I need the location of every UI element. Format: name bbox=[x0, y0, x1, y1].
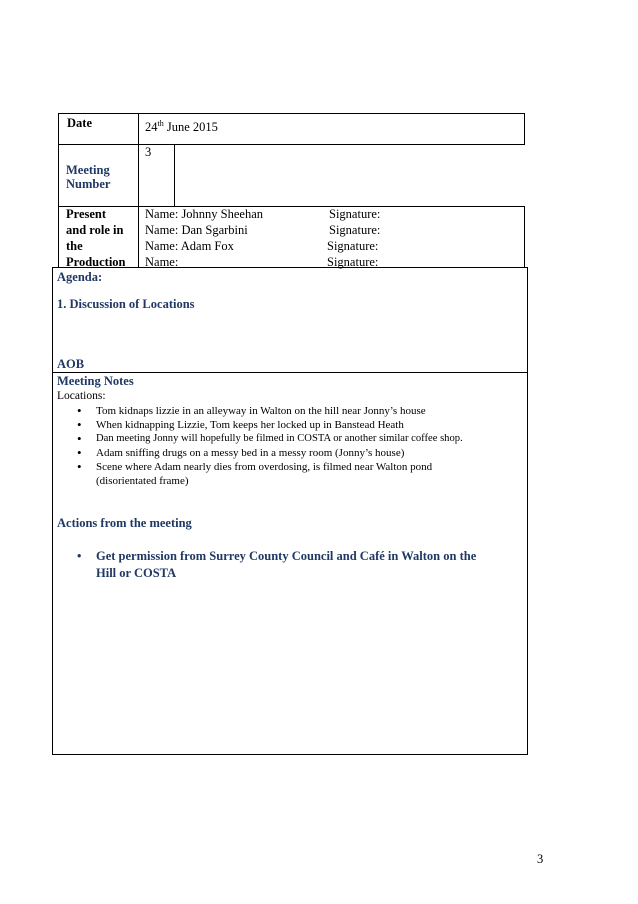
attendee-name: Name: bbox=[145, 255, 179, 269]
meeting-left-border bbox=[58, 145, 59, 207]
action-item-line2: Hill or COSTA bbox=[96, 566, 177, 580]
meeting-divider-1 bbox=[138, 145, 139, 207]
present-divider bbox=[138, 206, 139, 268]
actions-heading: Actions from the meeting bbox=[57, 516, 192, 530]
present-label-4: Production bbox=[66, 255, 126, 269]
meeting-number-label-2: Number bbox=[66, 177, 111, 191]
notes-heading: Meeting Notes bbox=[57, 374, 134, 388]
bullet-icon: • bbox=[77, 445, 82, 460]
note-bullet: Scene where Adam nearly dies from overdosing, is filmed near Walton pond bbox=[96, 461, 433, 473]
notes-sub: Locations: bbox=[57, 390, 106, 402]
page-number: 3 bbox=[537, 852, 544, 866]
date-day: 24 bbox=[145, 120, 158, 135]
bullet-icon: • bbox=[77, 403, 82, 418]
bullet-icon: • bbox=[77, 549, 82, 563]
action-item-line1: Get permission from Surrey County Council and Café in Walton on the bbox=[96, 549, 477, 563]
meeting-number-value: 3 bbox=[145, 145, 152, 159]
attendee-signature: Signature: bbox=[327, 255, 379, 269]
present-label-1: Present bbox=[66, 207, 107, 221]
present-right-border bbox=[524, 206, 525, 268]
present-left-border bbox=[58, 206, 59, 268]
attendee-signature: Signature: bbox=[327, 239, 379, 253]
present-label-3: the bbox=[66, 239, 83, 253]
attendee-name: Name: Dan Sgarbini bbox=[145, 223, 248, 237]
attendee-signature: Signature: bbox=[329, 207, 381, 221]
note-bullet: Tom kidnaps lizzie in an alleyway in Walton on the hill near Jonny’s house bbox=[96, 405, 426, 417]
note-bullet: When kidnapping Lizzie, Tom keeps her locked up in Banstead Heath bbox=[96, 419, 404, 431]
attendee-name: Name: Johnny Sheehan bbox=[145, 207, 264, 221]
agenda-item: 1. Discussion of Locations bbox=[57, 297, 195, 311]
date-suffix: th bbox=[157, 119, 164, 128]
date-label: Date bbox=[67, 116, 92, 130]
note-bullet: Dan meeting Jonny will hopefully be filmed in COSTA or another similar coffee shop. bbox=[96, 433, 463, 444]
agenda-box bbox=[52, 267, 528, 373]
bullet-icon: • bbox=[77, 417, 82, 432]
date-rest: June 2015 bbox=[163, 120, 218, 135]
attendee-name: Name: Adam Fox bbox=[145, 239, 234, 253]
attendee-signature: Signature: bbox=[329, 223, 381, 237]
date-row bbox=[58, 113, 525, 145]
meeting-number-label-1: Meeting bbox=[66, 163, 110, 177]
agenda-aob: AOB bbox=[57, 357, 85, 371]
note-bullet-continuation: (disorientated frame) bbox=[96, 475, 189, 487]
bullet-icon: • bbox=[77, 431, 82, 446]
date-value bbox=[145, 114, 218, 137]
present-label-2: and role in bbox=[66, 223, 124, 237]
bullet-icon: • bbox=[77, 459, 82, 474]
meeting-divider-2 bbox=[174, 145, 175, 207]
note-bullet: Adam sniffing drugs on a messy bed in a messy room (Jonny’s house) bbox=[96, 447, 405, 459]
agenda-heading: Agenda: bbox=[57, 270, 103, 284]
present-top-border bbox=[58, 206, 525, 207]
date-divider bbox=[138, 113, 139, 145]
